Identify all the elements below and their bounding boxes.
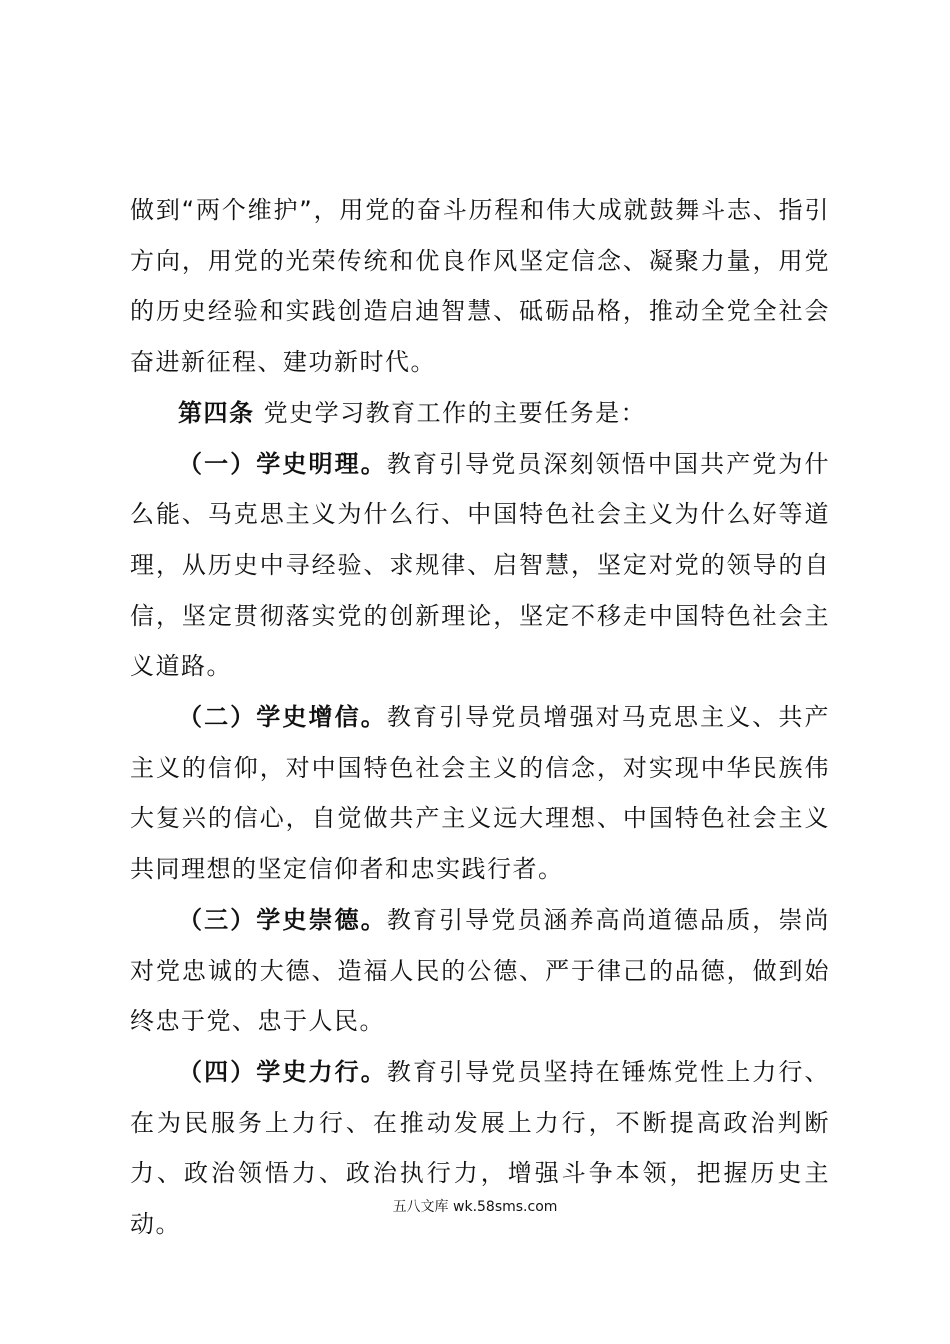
paragraph-task-two <box>130 692 830 895</box>
task-heading: （四）学史力行。 <box>178 1057 387 1086</box>
paragraph-text: 教育引导党员坚持在锤炼党性上力行、在为民服务上力行、在推动发展上力行，不断提高政治判断力、政治领悟力、政治执行力，增强斗争本领，把握历史主动。 <box>130 1057 831 1239</box>
paragraph-task-three <box>130 895 830 1047</box>
paragraph-continuation <box>130 185 830 388</box>
paragraph-task-one <box>130 439 830 693</box>
footer-watermark: 五八文库 wk.58sms.com <box>392 1199 558 1215</box>
paragraph-text: 教育引导党员涵养高尚道德品质，崇尚对党忠诚的大德、造福人民的公德、严于律己的品德，做到始终忠于党、忠于人民。 <box>130 905 831 1036</box>
paragraph-text: 做到“两个维护”，用党的奋斗历程和伟大成就鼓舞斗志、指引方向，用党的光荣传统和优良作风坚定信念、凝聚力量，用党的历史经验和实践创造启迪智慧、砥砺品格，推动全党全社会奋进新征程、建功新时代。 <box>130 196 830 377</box>
task-heading: （二）学史增信。 <box>178 703 387 732</box>
paragraph-text: 党史学习教育工作的主要任务是： <box>254 398 647 427</box>
document-body <box>130 185 830 1250</box>
paragraph-text: 教育引导党员深刻领悟中国共产党为什么能、马克思主义为什么行、中国特色社会主义为什么好等道理，从历史中寻经验、求规律、启智慧，坚定对党的领导的自信，坚定贯彻落实党的创新理论，坚定不移走中国特色社会主义道路。 <box>130 449 831 681</box>
paragraph-article-four <box>130 388 830 439</box>
paragraph-task-four <box>130 1047 830 1250</box>
paragraph-text: 教育引导党员增强对马克思主义、共产主义的信仰，对中国特色社会主义的信念，对实现中华民族伟大复兴的信心，自觉做共产主义远大理想、中国特色社会主义共同理想的坚定信仰者和忠实践行者。 <box>130 703 831 884</box>
task-heading: （一）学史明理。 <box>178 449 387 478</box>
article-number: 第四条 <box>178 398 255 427</box>
task-heading: （三）学史崇德。 <box>178 905 387 934</box>
